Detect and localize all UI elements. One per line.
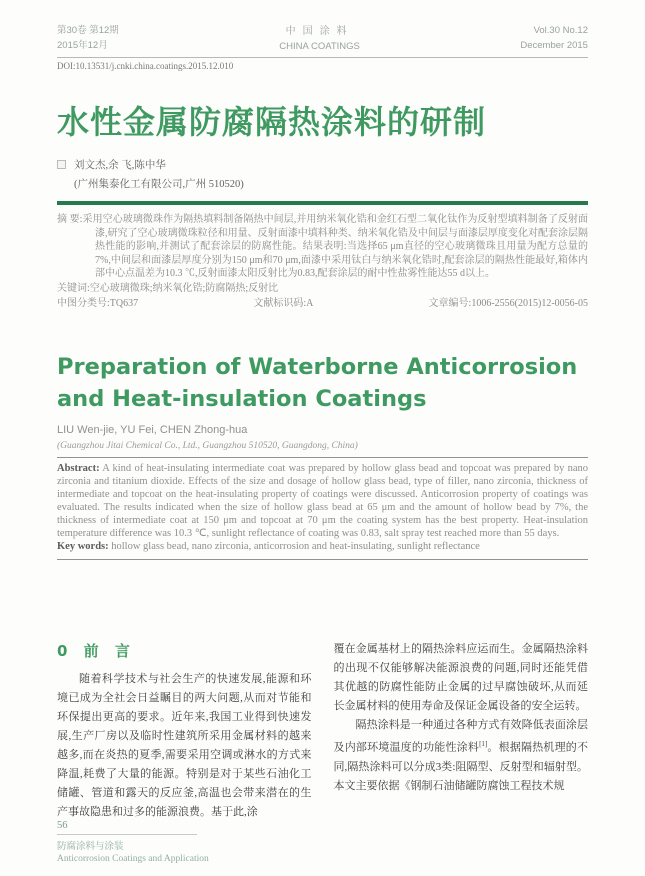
clc-number: 中图分类号:TQ637 <box>57 298 139 310</box>
doi-line: DOI:10.13531/j.cnki.china.coatings.2015.12.010 <box>57 61 234 72</box>
abstract-en-label: Abstract: <box>57 462 100 474</box>
authors-block <box>74 157 244 191</box>
page-footer <box>57 820 209 864</box>
abstract-cn <box>57 213 588 281</box>
abstract-en-text: A kind of heat-insulating intermediate coat was prepared by hollow glass bead and topcoat was prepared by nano zirconia and titanium dioxide. Effects of the size and dosage of hollow glass bead, type of filler, nano zirconia, thickness of intermediate and topcoat on the heat-insulating property of coatings were discussed. Anticorrosion property of coatings was evaluated. The results indicated when the size of hollow glass bead at 65 μm and the amount of hollow bead by 7%, the thickness of intermediate coat at 150 μm and topcoat at 70 μm the coating system has the best property. Heat-insulation temperature difference was 10.3 ℃, sunlight reflectance of coating was 0.83, salt spray test reached more than 55 days. <box>57 462 588 539</box>
volume-issue-en: Vol.30 No.12 <box>533 25 588 36</box>
article-title-cn: 水性金属防腐隔热涂料的研制 <box>57 103 487 142</box>
body-column-left <box>57 640 312 822</box>
keywords-en-text: hollow glass bead, nano zirconia, anticorrosion and heat-insulating, sunlight reflectance <box>108 540 480 552</box>
abstract-bottom-divider <box>57 559 588 560</box>
page-number: 56 <box>57 820 68 831</box>
date-cn: 2015年12月 <box>57 39 108 51</box>
article-title-en: Preparation of Waterborne Anticorrosion and Heat-insulation Coatings <box>57 353 578 413</box>
footer-divider <box>57 834 197 835</box>
journal-name-en: CHINA COATINGS <box>279 40 360 52</box>
abstract-cn-text: 采用空心玻璃微珠作为隔热填料制备隔热中间层,并用纳米氧化锆和金红石型二氧化钛作为反射型填料制备了反射面漆,研究了空心玻璃微珠粒径和用量、反射面漆中填料种类、纳米氧化锆及中间层与面漆层厚度变化对配套涂层隔热性能的影响,并测试了配套涂层的防腐性能。结果表明:当选择65 μm直径的空心玻璃微珠且用量为配方总量的7%,中间层和面漆层厚度分别为150 μm和70 μm,面漆中采用钛白与纳米氧化锆时,配套涂层的隔热性能最好,箱体内部中心点温差为10.3 ℃,反射面漆太阳反射比为0.83,配套涂层的耐中性盐雾性能达55 d以上。 <box>82 214 589 280</box>
header-divider <box>57 57 588 58</box>
article-number: 文章编号:1006-2556(2015)12-0056-05 <box>428 298 588 310</box>
keywords-cn <box>57 282 588 296</box>
body-paragraph <box>334 716 589 796</box>
body-paragraph: 随着科学技术与社会生产的快速发展,能源和环境已成为全社会日益瞩目的两大问题,从而对节能和环保提出更高的要求。近年来,我国工业得到快速发展,生产厂房以及临时性建筑所采用金属材料的越来越多,而在炎热的夏季,需要采用空调或淋水的方式来降温,耗费了大量的能源。特别是对于某些石油化工储罐、管道和露天的反应釜,高温也会带来潜在的生产事故隐患和过多的能源浪费。基于此,涂 <box>57 672 312 818</box>
abstract-en <box>57 462 588 540</box>
body-paragraph-text: 。根据隔热机理的不同,隔热涂料可以分成3类:阻隔型、反射型和辐射型。本文主要依据《钢制石油储罐防腐蚀工程技术规 <box>333 741 589 792</box>
keywords-cn-text: 空心玻璃微珠;纳米氧化锆;防腐隔热;反射比 <box>89 282 279 294</box>
journal-header <box>57 24 588 54</box>
header-right <box>520 24 588 54</box>
body-column-right <box>334 640 589 822</box>
header-center <box>279 24 360 54</box>
volume-issue-cn: 第30卷 第12期 <box>57 25 119 36</box>
article-body <box>57 640 588 822</box>
footer-journal-cn: 防腐涂料与涂装 <box>57 842 124 852</box>
authors-en: LIU Wen-jie, YU Fei, CHEN Zhong-hua <box>57 423 248 436</box>
affiliation-en: (Guangzhou Jitai Chemical Co., Ltd., Guangzhou 510520, Guangdong, China) <box>57 440 358 451</box>
authors-row <box>57 157 588 191</box>
abstract-cn-label: 摘 要: <box>57 214 83 226</box>
journal-name-cn: 中国涂料 <box>285 26 354 37</box>
keywords-cn-label: 关键词: <box>57 282 90 294</box>
keywords-en-label: Key words: <box>57 540 109 552</box>
section-heading-intro: 0 前 言 <box>57 641 132 660</box>
accent-bar <box>57 201 588 205</box>
header-left <box>57 24 119 54</box>
abstract-top-divider <box>57 457 588 458</box>
body-paragraph-text: 隔热涂料是一种通过各种方式有效降低表面涂层及内部环境温度的功能性涂料 <box>333 718 588 754</box>
keywords-en <box>57 540 588 553</box>
citation-ref: [1] <box>479 739 488 748</box>
footer-journal-en: Anticorrosion Coatings and Application <box>57 854 209 864</box>
affiliation-cn: (广州集泰化工有限公司,广州 510520) <box>74 179 244 191</box>
author-marker-icon <box>57 160 66 169</box>
date-en: December 2015 <box>520 39 588 51</box>
body-paragraph: 覆在金属基材上的隔热涂料应运而生。金属隔热涂料的出现不仅能够解决能源浪费的问题,同时还能凭借其优越的防腐性能防止金属的过早腐蚀破坏,从而延长金属材料的使用寿命及保证金属设备的安全运转。 <box>333 642 588 712</box>
authors-cn: 刘文杰,余 飞,陈中华 <box>74 160 166 172</box>
document-code: 文献标识码:A <box>253 298 314 310</box>
meta-row <box>57 297 588 311</box>
